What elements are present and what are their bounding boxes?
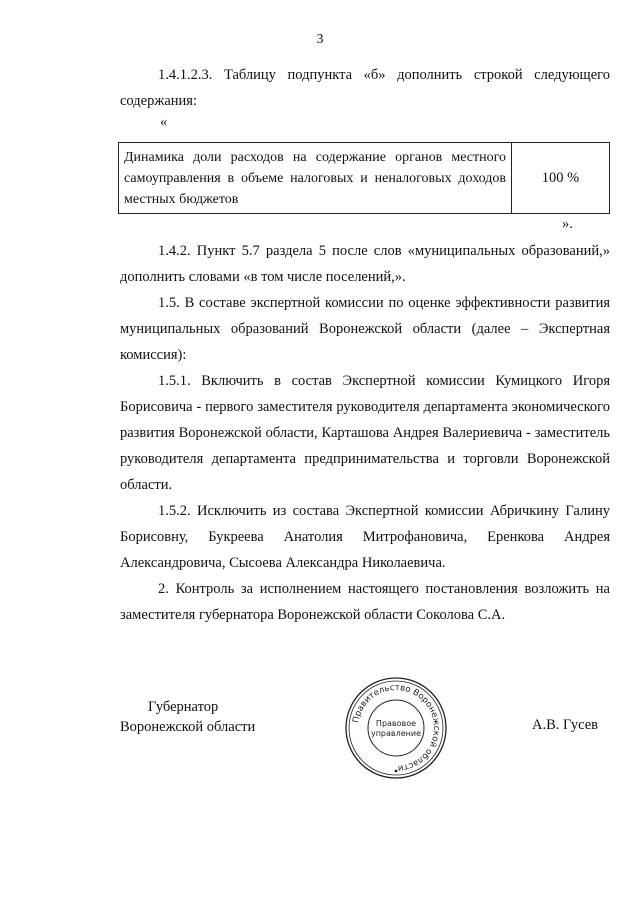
stamp-star-mark	[395, 770, 398, 773]
paragraph-1-5: 1.5. В составе экспертной комиссии по оценке эффективности развития муниципальных образований Воронежской области (далее – Экспертная комиссия):	[120, 295, 610, 363]
table-cell-indicator: Динамика доли расходов на содержание органов местного самоуправления в объеме налоговых и неналоговых доходов местных бюджетов	[119, 143, 512, 213]
signatory-title-line-1: Губернатор	[148, 699, 219, 715]
paragraph-1-5-1: 1.5.1. Включить в состав Экспертной комиссии Кумицкого Игоря Борисовича - первого заместителя руководителя департамента экономического развития Воронежской области, Карташова Андрея Валериевича - заместитель руководителя департамента предпринимательства и торговли Воронежской области.	[120, 373, 610, 493]
table-cell-value: 100 %	[541, 169, 580, 186]
signatory-name: А.В. Гусев	[532, 717, 598, 733]
paragraph-1-4-1-2-3: 1.4.1.2.3. Таблицу подпункта «б» дополнить строкой следующего содержания:	[120, 67, 610, 109]
signatory-title-line-2: Воронежской области	[120, 719, 256, 735]
opening-quote: «	[160, 114, 168, 130]
inserted-table-row	[118, 142, 610, 214]
stamp-center-line-1: Правовое	[375, 719, 417, 728]
paragraph-1-4-2: 1.4.2. Пункт 5.7 раздела 5 после слов «муниципальных образований,» дополнить словами «в том числе поселений,».	[120, 243, 610, 285]
official-stamp	[344, 676, 448, 780]
signatory-title	[120, 697, 255, 737]
page-number: 3	[316, 32, 324, 47]
stamp-center-line-2: управление	[370, 729, 422, 738]
paragraph-2: 2. Контроль за исполнением настоящего постановления возложить на заместителя губернатора Воронежской области Соколова С.А.	[120, 581, 610, 623]
closing-quote: ».	[562, 216, 573, 232]
paragraph-1-5-2: 1.5.2. Исключить из состава Экспертной комиссии Абричкину Галину Борисовну, Букреева Анатолия Митрофановича, Еренкова Андрея Александровича, Сысоева Александра Николаевича.	[120, 503, 610, 571]
stamp-ring-text: Правительство Воронежской области	[351, 682, 442, 774]
